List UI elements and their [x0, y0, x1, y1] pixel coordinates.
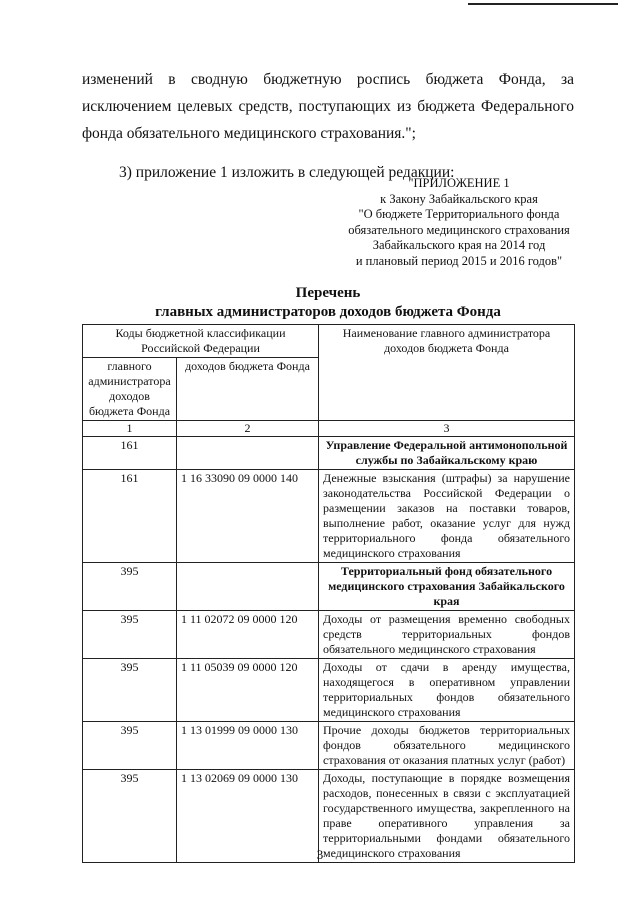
header-num-3: 3 [319, 421, 575, 437]
intro-paragraph-1: изменений в сводную бюджетную роспись бюджета Фонда, за исключением целевых средств, поступающих из бюджета Федерального фонда обязательного медицинского страхования."; [82, 71, 574, 142]
appendix-line-1: "ПРИЛОЖЕНИЕ 1 [408, 176, 510, 190]
table-row [83, 470, 575, 563]
header-income: доходов бюджета Фонда [177, 358, 319, 421]
income-code: 1 11 02072 09 0000 120 [177, 611, 319, 659]
admin-code: 161 [83, 470, 177, 563]
page-number: 3 [316, 847, 324, 862]
administrator-name: Управление Федеральной антимонопольной службы по Забайкальскому краю [319, 437, 575, 470]
admin-code: 395 [83, 722, 177, 770]
document-title [82, 284, 574, 322]
admin-code: 395 [83, 563, 177, 611]
header-name: Наименование главного администратора доходов бюджета Фонда [319, 325, 575, 421]
admin-code: 395 [83, 659, 177, 722]
header-admin: главного администратора доходов бюджета Фонда [83, 358, 177, 421]
income-code: 1 13 01999 09 0000 130 [177, 722, 319, 770]
income-name: Прочие доходы бюджетов территориальных фондов обязательного медицинского страхования от оказания платных услуг (работ) [319, 722, 575, 770]
intro-text [82, 66, 574, 186]
intro-paragraph-2: 3) приложение 1 изложить в следующей редакции: [119, 164, 455, 181]
appendix-line-2: к Закону Забайкальского края [380, 191, 538, 206]
appendix-line-4: обязательного медицинского страхования [348, 222, 570, 237]
income-code [177, 437, 319, 470]
header-codes: Коды бюджетной классификации Российской Федерации [83, 325, 319, 358]
appendix-line-6: и плановый период 2015 и 2016 годов" [355, 253, 563, 268]
income-code: 1 11 05039 09 0000 120 [177, 659, 319, 722]
table-row [83, 611, 575, 659]
administrator-name: Территориальный фонд обязательного медицинского страхования Забайкальского края [319, 563, 575, 611]
table-row [83, 659, 575, 722]
income-name: Доходы от сдачи в аренду имущества, находящегося в оперативном управлении территориальных фондов обязательного медицинского страхования [319, 659, 575, 722]
income-name: Доходы, поступающие в порядке возмещения расходов, понесенных в связи с эксплуатацией государственного имущества, закрепленного на праве оперативного управления за территориальными фондами обязательного медицинского страхования [319, 770, 575, 863]
admin-code: 395 [83, 770, 177, 863]
table-row [83, 722, 575, 770]
table-row [83, 563, 575, 611]
table-row [83, 437, 575, 470]
appendix-line-5: Забайкальского края на 2014 год [372, 238, 546, 252]
income-code [177, 563, 319, 611]
header-num-2: 2 [177, 421, 319, 437]
income-code: 1 13 02069 09 0000 130 [177, 770, 319, 863]
income-code: 1 16 33090 09 0000 140 [177, 470, 319, 563]
income-name: Доходы от размещения временно свободных средств территориальных фондов обязательного медицинского страхования [319, 611, 575, 659]
admin-code: 395 [83, 611, 177, 659]
appendix-line-3: "О бюджете Территориального фонда [358, 207, 560, 221]
income-name: Денежные взыскания (штрафы) за нарушение законодательства Российской Федерации о размещении заказов на поставки товаров, выполнение работ, оказание услуг для нужд территориального фонда обязательного медицинского страхования [319, 470, 575, 563]
administrators-table [82, 324, 575, 863]
admin-code: 161 [83, 437, 177, 470]
top-rule [468, 3, 618, 5]
header-num-1: 1 [83, 421, 177, 437]
title-line-1: Перечень [295, 285, 361, 301]
title-line-2: главных администраторов доходов бюджета Фонда [155, 304, 501, 320]
appendix-heading [325, 176, 593, 269]
